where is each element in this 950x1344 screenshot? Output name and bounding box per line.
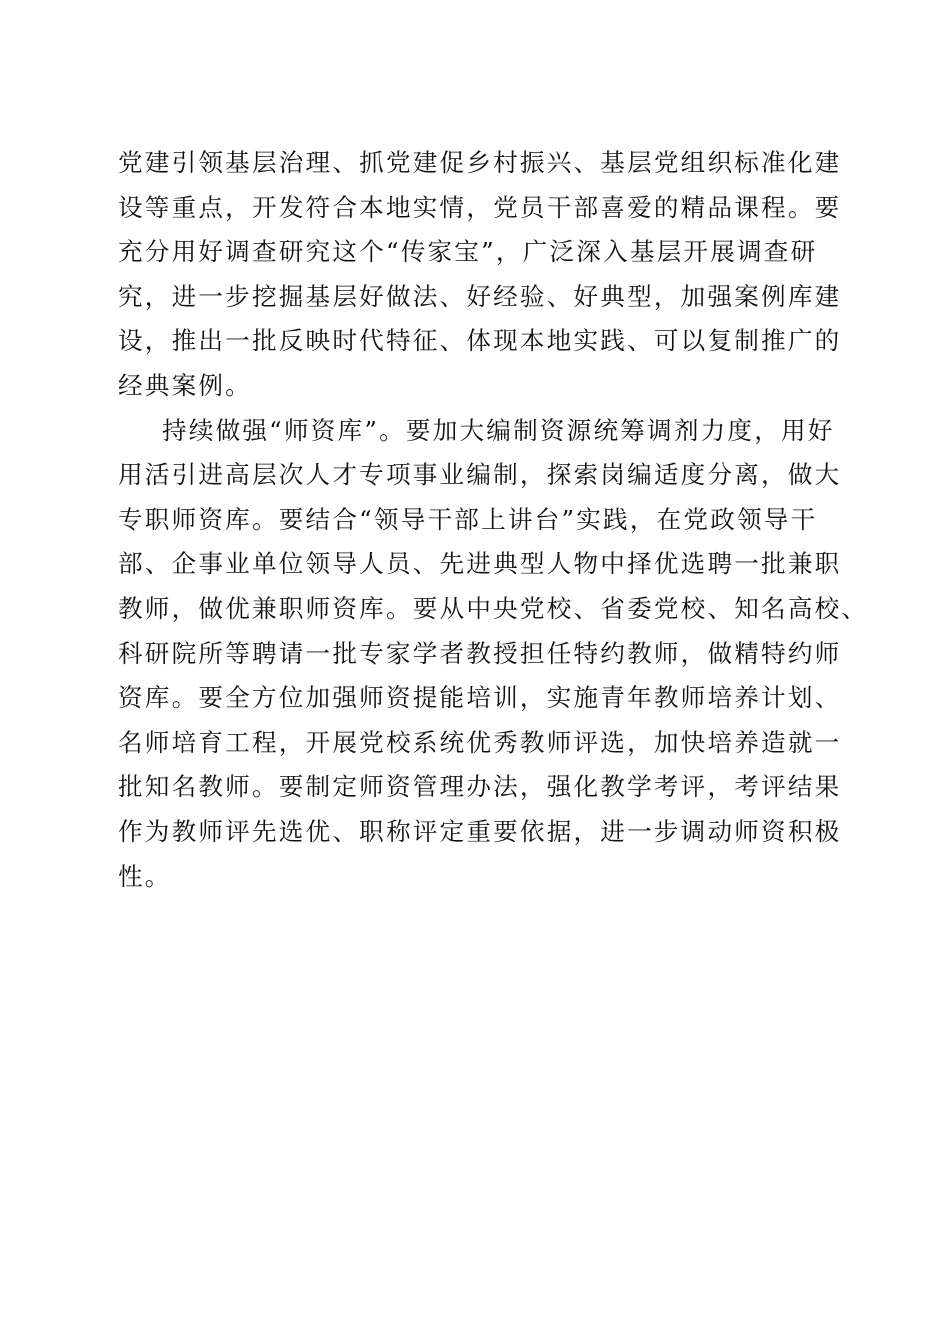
text-line: 名师培育工程，开展党校系统优秀教师评选，加快培养造就一 — [118, 727, 842, 757]
text-line: 充分用好调查研究这个“传家宝”，广泛深入基层开展调查研 — [118, 237, 818, 267]
text-line: 作为教师评先选优、职称评定重要依据，进一步调动师资积极 — [118, 816, 842, 846]
text-line: 资库。要全方位加强师资提能培训，实施青年教师培养计划、 — [118, 683, 842, 713]
text-line: 科研院所等聘请一批专家学者教授担任特约教师，做精特约师 — [118, 638, 842, 668]
paragraph — [118, 141, 842, 409]
text-line: 部、企事业单位领导人员、先进典型人物中择优选聘一批兼职 — [118, 549, 842, 579]
text-line: 持续做强“师资库”。要加大编制资源统筹调剂力度，用好 — [162, 415, 835, 445]
text-line: 设等重点，开发符合本地实情，党员干部喜爱的精品课程。要 — [118, 192, 842, 222]
text-line: 教师，做优兼职师资库。要从中央党校、省委党校、知名高校、 — [118, 593, 869, 623]
text-line: 专职师资库。要结合“领导干部上讲台”实践，在党政领导干 — [118, 504, 818, 534]
paragraph — [118, 409, 869, 900]
text-line: 究，进一步挖掘基层好做法、好经验、好典型，加强案例库建 — [118, 281, 842, 311]
body-text — [118, 141, 869, 899]
text-line: 设，推出一批反映时代特征、体现本地实践、可以复制推广的 — [118, 326, 842, 356]
text-line: 性。 — [118, 861, 172, 891]
text-line: 党建引领基层治理、抓党建促乡村振兴、基层党组织标准化建 — [118, 148, 842, 177]
text-line: 批知名教师。要制定师资管理办法，强化教学考评，考评结果 — [118, 772, 842, 802]
text-line: 经典案例。 — [118, 370, 252, 400]
text-line: 用活引进高层次人才专项事业编制，探索岗编适度分离，做大 — [118, 460, 842, 490]
